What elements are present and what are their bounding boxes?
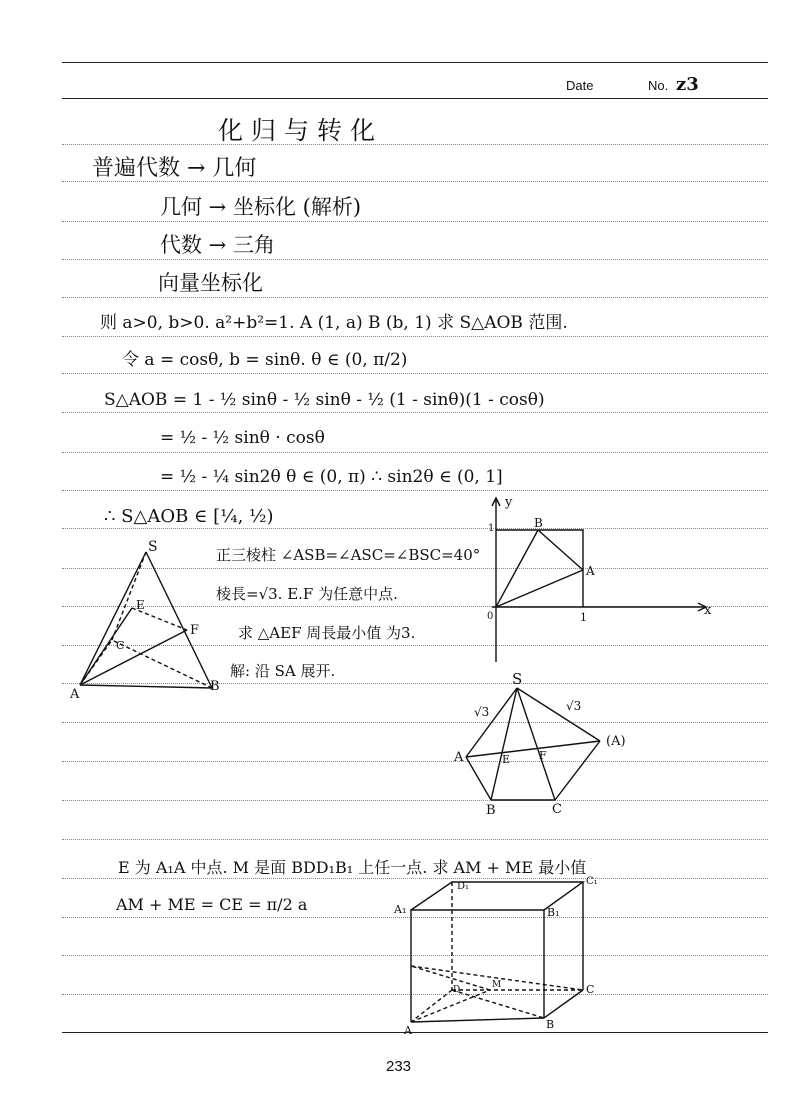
ruled-line: [62, 336, 768, 337]
ruled-line: [62, 297, 768, 298]
pyramid-label-f: F: [190, 623, 200, 638]
net-label-e: E: [502, 753, 511, 766]
text-line-7: S△AOB = 1 - ½ sinθ - ½ sinθ - ½ (1 - sinθ)(1 - cosθ): [104, 390, 545, 410]
ruled-line: [62, 221, 768, 222]
text-line-6: 令 a = cosθ, b = sinθ. θ ∈ (0, π/2): [122, 350, 408, 370]
header-bottom-line: [62, 98, 768, 99]
coord-label-one-x: 1: [580, 611, 587, 624]
cube-label-b1: B₁: [547, 906, 560, 919]
text-line-3: 代数 → 三角: [160, 233, 275, 257]
text-line-10: ∴ S△AOB ∈ [¼, ½): [104, 506, 274, 527]
date-label: Date: [566, 78, 594, 93]
net-label-a: A: [454, 750, 464, 765]
pyramid-label-s: S: [148, 539, 158, 555]
page-number: 233: [386, 1058, 412, 1075]
ruled-line: [62, 528, 768, 529]
cube-label-a: A: [404, 1024, 412, 1037]
text-line-2: 几何 → 坐标化 (解析): [160, 195, 362, 219]
cube-note-1: E 为 A₁A 中点. M 是面 BDD₁B₁ 上任一点. 求 AM + ME 最小值: [118, 858, 587, 877]
ruled-line: [62, 917, 768, 918]
ruled-line: [62, 181, 768, 182]
ruled-line: [62, 955, 768, 956]
ruled-line: [62, 490, 768, 491]
net-label-r2: √3: [566, 699, 582, 713]
cube-label-d: D: [453, 985, 461, 995]
coord-label-b: B: [534, 516, 543, 530]
net-label-r1: √3: [474, 705, 490, 719]
ruled-line: [62, 761, 768, 762]
no-label: No.: [648, 78, 669, 93]
net-label-f: F: [539, 749, 547, 762]
text-line-5: 则 a>0, b>0. a²+b²=1. A (1, a) B (b, 1) 求 S△AOB 范围.: [100, 313, 568, 333]
cube-label-d1: D₁: [457, 881, 470, 892]
ruled-line: [62, 683, 768, 684]
coord-label-origin: 0: [487, 611, 494, 622]
coord-label-a: A: [586, 564, 595, 578]
text-line-1: 普遍代数 → 几何: [92, 156, 257, 181]
no-value: z3: [676, 74, 699, 95]
pyramid-note-3: 求 △AEF 周長最小值 为3.: [238, 624, 416, 642]
ruled-line: [62, 144, 768, 145]
net-label-a2: (A): [606, 734, 626, 749]
ruled-line: [62, 800, 768, 801]
coord-label-y: y: [505, 495, 513, 510]
pyramid-label-e: E: [136, 598, 145, 612]
cube-label-c: C: [586, 983, 595, 996]
pyramid-label-a: A: [70, 687, 80, 702]
pyramid-label-b: B: [210, 679, 220, 694]
pyramid-note-2: 棱長=√3. E.F 为任意中点.: [216, 585, 398, 603]
header-top-line: [62, 62, 768, 63]
pyramid-note-4: 解: 沿 SA 展开.: [230, 662, 336, 680]
ruled-line: [62, 994, 768, 995]
text-line-4: 向量坐标化: [158, 271, 263, 295]
ruled-line: [62, 878, 768, 879]
ruled-line: [62, 645, 768, 646]
net-label-b: B: [486, 803, 496, 818]
cube-label-b: B: [546, 1018, 555, 1031]
cube-note-2: AM + ME = CE = π/2 a: [116, 895, 308, 914]
ruled-line: [62, 568, 768, 569]
ruled-line: [62, 412, 768, 413]
ruled-line: [62, 839, 768, 840]
text-line-9: = ½ - ¼ sin2θ θ ∈ (0, π) ∴ sin2θ ∈ (0, 1]: [160, 467, 503, 487]
ruled-line: [62, 259, 768, 260]
cube-label-a1: A₁: [394, 903, 407, 916]
cube-label-m: M: [492, 980, 502, 990]
coord-label-one-y: 1: [488, 523, 495, 534]
page-title: 化归与转化: [218, 116, 384, 145]
pyramid-note-1: 正三棱柱 ∠ASB=∠ASC=∠BSC=40°: [216, 546, 481, 564]
net-label-c: C: [552, 802, 562, 817]
coord-label-x: x: [704, 603, 712, 618]
net-label-s: S: [512, 670, 523, 688]
bottom-solid-line: [62, 1032, 768, 1033]
ruled-line: [62, 722, 768, 723]
ruled-line: [62, 373, 768, 374]
cube-label-c1: C₁: [586, 876, 598, 887]
text-line-8: = ½ - ½ sinθ · cosθ: [160, 428, 325, 448]
pyramid-label-c: C: [116, 639, 125, 652]
ruled-line: [62, 606, 768, 607]
ruled-line: [62, 452, 768, 453]
